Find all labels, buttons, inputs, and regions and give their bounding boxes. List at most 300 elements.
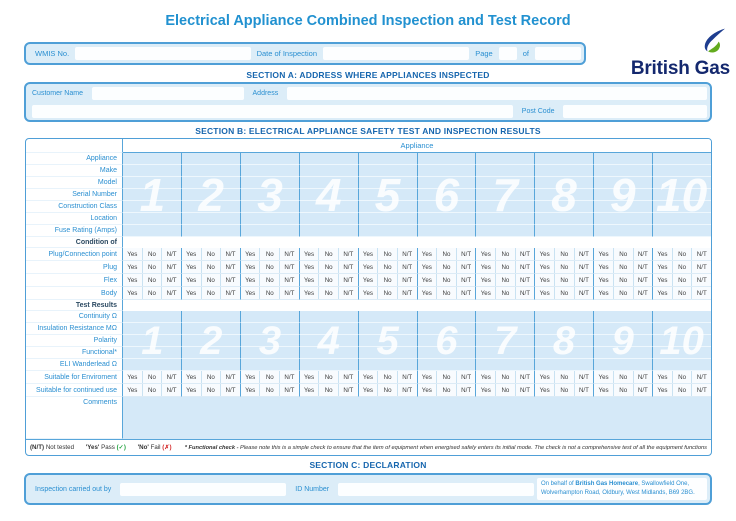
id-number-input[interactable]: [338, 483, 534, 496]
option-nt[interactable]: N/T: [161, 261, 181, 273]
field-cell[interactable]: [652, 189, 711, 201]
option-nt[interactable]: N/T: [220, 371, 240, 383]
field-cell[interactable]: [358, 225, 417, 237]
field-cell[interactable]: [593, 201, 652, 213]
option-nt[interactable]: N/T: [633, 287, 653, 299]
field-cell[interactable]: [652, 323, 711, 335]
field-cell[interactable]: [240, 359, 299, 371]
option-nt[interactable]: N/T: [338, 287, 358, 299]
field-cell[interactable]: [534, 213, 593, 225]
field-cell[interactable]: [475, 201, 534, 213]
field-cell[interactable]: [358, 311, 417, 323]
option-no[interactable]: No: [554, 261, 574, 273]
option-no[interactable]: No: [554, 248, 574, 260]
option-no[interactable]: No: [613, 261, 633, 273]
option-yes[interactable]: Yes: [657, 373, 668, 381]
option-yes[interactable]: Yes: [245, 373, 256, 381]
option-nt[interactable]: N/T: [633, 248, 653, 260]
option-nt[interactable]: N/T: [633, 274, 653, 286]
field-cell[interactable]: [240, 153, 299, 165]
option-no[interactable]: No: [377, 274, 397, 286]
option-yes[interactable]: Yes: [245, 289, 256, 297]
option-nt[interactable]: N/T: [691, 384, 711, 396]
option-nt[interactable]: N/T: [279, 261, 299, 273]
field-cell[interactable]: [358, 177, 417, 189]
option-yes[interactable]: Yes: [480, 289, 491, 297]
option-yes[interactable]: Yes: [539, 263, 550, 271]
option-no[interactable]: No: [142, 384, 162, 396]
option-yes[interactable]: Yes: [598, 386, 609, 394]
option-nt[interactable]: N/T: [691, 248, 711, 260]
field-cell[interactable]: [123, 347, 181, 359]
field-cell[interactable]: [652, 177, 711, 189]
option-yes[interactable]: Yes: [362, 386, 373, 394]
field-cell[interactable]: [652, 165, 711, 177]
field-cell[interactable]: [181, 347, 240, 359]
option-no[interactable]: No: [495, 261, 515, 273]
field-cell[interactable]: [652, 153, 711, 165]
option-nt[interactable]: N/T: [574, 287, 594, 299]
field-cell[interactable]: [417, 177, 476, 189]
option-no[interactable]: No: [436, 287, 456, 299]
field-cell[interactable]: [534, 225, 593, 237]
option-yes[interactable]: Yes: [245, 386, 256, 394]
option-no[interactable]: No: [554, 274, 574, 286]
field-cell[interactable]: [475, 311, 534, 323]
option-no[interactable]: No: [495, 248, 515, 260]
option-yes[interactable]: Yes: [657, 289, 668, 297]
option-no[interactable]: No: [377, 287, 397, 299]
option-no[interactable]: No: [436, 261, 456, 273]
option-nt[interactable]: N/T: [161, 287, 181, 299]
option-nt[interactable]: N/T: [633, 384, 653, 396]
field-cell[interactable]: [123, 335, 181, 347]
field-cell[interactable]: [181, 201, 240, 213]
option-yes[interactable]: Yes: [480, 386, 491, 394]
option-no[interactable]: No: [142, 371, 162, 383]
field-cell[interactable]: [417, 213, 476, 225]
option-yes[interactable]: Yes: [362, 250, 373, 258]
date-of-inspection-input[interactable]: [323, 47, 469, 60]
option-nt[interactable]: N/T: [691, 287, 711, 299]
option-yes[interactable]: Yes: [480, 276, 491, 284]
field-cell[interactable]: [358, 213, 417, 225]
option-yes[interactable]: Yes: [421, 250, 432, 258]
field-cell[interactable]: [123, 213, 181, 225]
option-yes[interactable]: Yes: [186, 263, 197, 271]
option-yes[interactable]: Yes: [480, 263, 491, 271]
field-cell[interactable]: [534, 189, 593, 201]
option-no[interactable]: No: [318, 248, 338, 260]
field-cell[interactable]: [475, 347, 534, 359]
option-nt[interactable]: N/T: [515, 248, 535, 260]
field-cell[interactable]: [593, 165, 652, 177]
field-cell[interactable]: [240, 165, 299, 177]
option-yes[interactable]: Yes: [303, 289, 315, 297]
page-of-input[interactable]: [535, 47, 581, 60]
option-yes[interactable]: Yes: [303, 263, 315, 271]
option-no[interactable]: No: [377, 248, 397, 260]
field-cell[interactable]: [240, 311, 299, 323]
option-nt[interactable]: N/T: [397, 287, 417, 299]
option-nt[interactable]: N/T: [397, 248, 417, 260]
option-yes[interactable]: Yes: [657, 250, 668, 258]
option-yes[interactable]: Yes: [539, 289, 550, 297]
address-line2-input[interactable]: [32, 105, 513, 118]
field-cell[interactable]: [534, 347, 593, 359]
option-yes[interactable]: Yes: [186, 250, 197, 258]
option-no[interactable]: No: [201, 384, 221, 396]
inspector-name-input[interactable]: [120, 483, 286, 496]
field-cell[interactable]: [240, 189, 299, 201]
field-cell[interactable]: [534, 323, 593, 335]
field-cell[interactable]: [299, 359, 358, 371]
option-nt[interactable]: N/T: [279, 287, 299, 299]
field-cell[interactable]: [240, 225, 299, 237]
option-no[interactable]: No: [377, 261, 397, 273]
option-yes[interactable]: Yes: [539, 276, 550, 284]
option-no[interactable]: No: [318, 371, 338, 383]
option-no[interactable]: No: [201, 287, 221, 299]
option-yes[interactable]: Yes: [598, 263, 609, 271]
field-cell[interactable]: [299, 213, 358, 225]
option-no[interactable]: No: [613, 384, 633, 396]
field-cell[interactable]: [534, 359, 593, 371]
option-no[interactable]: No: [436, 248, 456, 260]
option-nt[interactable]: N/T: [515, 371, 535, 383]
option-nt[interactable]: N/T: [279, 384, 299, 396]
option-no[interactable]: No: [259, 274, 279, 286]
option-nt[interactable]: N/T: [338, 371, 358, 383]
option-nt[interactable]: N/T: [515, 261, 535, 273]
address-input[interactable]: [287, 87, 707, 100]
option-no[interactable]: No: [259, 384, 279, 396]
option-nt[interactable]: N/T: [220, 274, 240, 286]
option-nt[interactable]: N/T: [338, 261, 358, 273]
field-cell[interactable]: [593, 189, 652, 201]
option-no[interactable]: No: [436, 274, 456, 286]
field-cell[interactable]: [123, 153, 181, 165]
option-nt[interactable]: N/T: [338, 274, 358, 286]
field-cell[interactable]: [181, 177, 240, 189]
field-cell[interactable]: [181, 153, 240, 165]
field-cell[interactable]: [299, 165, 358, 177]
field-cell[interactable]: [593, 311, 652, 323]
option-nt[interactable]: N/T: [220, 384, 240, 396]
option-yes[interactable]: Yes: [303, 250, 315, 258]
option-nt[interactable]: N/T: [456, 274, 476, 286]
field-cell[interactable]: [358, 347, 417, 359]
field-cell[interactable]: [417, 165, 476, 177]
option-nt[interactable]: N/T: [691, 274, 711, 286]
option-yes[interactable]: Yes: [657, 386, 668, 394]
option-yes[interactable]: Yes: [539, 250, 550, 258]
field-cell[interactable]: [652, 335, 711, 347]
option-no[interactable]: No: [201, 261, 221, 273]
field-cell[interactable]: [299, 153, 358, 165]
field-cell[interactable]: [240, 201, 299, 213]
field-cell[interactable]: [593, 335, 652, 347]
option-no[interactable]: No: [318, 274, 338, 286]
option-yes[interactable]: Yes: [362, 263, 373, 271]
option-yes[interactable]: Yes: [598, 289, 609, 297]
option-yes[interactable]: Yes: [539, 373, 550, 381]
option-yes[interactable]: Yes: [480, 250, 491, 258]
field-cell[interactable]: [593, 177, 652, 189]
field-cell[interactable]: [299, 189, 358, 201]
option-nt[interactable]: N/T: [338, 384, 358, 396]
option-yes[interactable]: Yes: [421, 289, 432, 297]
comments-area[interactable]: [123, 397, 711, 439]
wmis-input[interactable]: [75, 47, 250, 60]
field-cell[interactable]: [123, 225, 181, 237]
option-nt[interactable]: N/T: [161, 248, 181, 260]
field-cell[interactable]: [475, 153, 534, 165]
option-nt[interactable]: N/T: [456, 384, 476, 396]
field-cell[interactable]: [652, 347, 711, 359]
field-cell[interactable]: [181, 165, 240, 177]
field-cell[interactable]: [417, 201, 476, 213]
field-cell[interactable]: [593, 359, 652, 371]
field-cell[interactable]: [475, 165, 534, 177]
option-yes[interactable]: Yes: [127, 276, 138, 284]
field-cell[interactable]: [593, 323, 652, 335]
option-nt[interactable]: N/T: [515, 384, 535, 396]
option-no[interactable]: No: [318, 384, 338, 396]
field-cell[interactable]: [417, 347, 476, 359]
option-nt[interactable]: N/T: [397, 384, 417, 396]
option-yes[interactable]: Yes: [186, 276, 197, 284]
option-yes[interactable]: Yes: [598, 250, 609, 258]
option-no[interactable]: No: [554, 371, 574, 383]
option-yes[interactable]: Yes: [303, 373, 315, 381]
option-no[interactable]: No: [672, 287, 692, 299]
option-nt[interactable]: N/T: [456, 261, 476, 273]
field-cell[interactable]: [534, 201, 593, 213]
field-cell[interactable]: [181, 335, 240, 347]
option-nt[interactable]: N/T: [161, 384, 181, 396]
field-cell[interactable]: [358, 201, 417, 213]
option-nt[interactable]: N/T: [456, 371, 476, 383]
field-cell[interactable]: [593, 347, 652, 359]
option-nt[interactable]: N/T: [397, 274, 417, 286]
option-no[interactable]: No: [672, 261, 692, 273]
option-no[interactable]: No: [436, 371, 456, 383]
option-no[interactable]: No: [554, 384, 574, 396]
field-cell[interactable]: [299, 311, 358, 323]
field-cell[interactable]: [123, 165, 181, 177]
field-cell[interactable]: [534, 311, 593, 323]
field-cell[interactable]: [299, 201, 358, 213]
field-cell[interactable]: [240, 323, 299, 335]
field-cell[interactable]: [417, 311, 476, 323]
option-nt[interactable]: N/T: [456, 248, 476, 260]
option-no[interactable]: No: [672, 371, 692, 383]
option-nt[interactable]: N/T: [574, 261, 594, 273]
field-cell[interactable]: [534, 165, 593, 177]
option-yes[interactable]: Yes: [539, 386, 550, 394]
field-cell[interactable]: [299, 335, 358, 347]
field-cell[interactable]: [240, 177, 299, 189]
option-yes[interactable]: Yes: [303, 386, 315, 394]
field-cell[interactable]: [475, 213, 534, 225]
option-no[interactable]: No: [142, 261, 162, 273]
option-nt[interactable]: N/T: [515, 274, 535, 286]
option-nt[interactable]: N/T: [691, 261, 711, 273]
field-cell[interactable]: [475, 323, 534, 335]
option-no[interactable]: No: [142, 287, 162, 299]
option-no[interactable]: No: [259, 248, 279, 260]
field-cell[interactable]: [299, 347, 358, 359]
option-yes[interactable]: Yes: [245, 263, 256, 271]
field-cell[interactable]: [652, 213, 711, 225]
option-no[interactable]: No: [259, 287, 279, 299]
option-yes[interactable]: Yes: [362, 276, 373, 284]
option-no[interactable]: No: [318, 261, 338, 273]
field-cell[interactable]: [417, 359, 476, 371]
option-no[interactable]: No: [495, 384, 515, 396]
option-yes[interactable]: Yes: [127, 386, 138, 394]
option-no[interactable]: No: [672, 384, 692, 396]
option-no[interactable]: No: [201, 371, 221, 383]
page-input[interactable]: [499, 47, 517, 60]
option-yes[interactable]: Yes: [362, 373, 373, 381]
field-cell[interactable]: [475, 359, 534, 371]
field-cell[interactable]: [181, 189, 240, 201]
option-yes[interactable]: Yes: [186, 289, 197, 297]
option-no[interactable]: No: [377, 384, 397, 396]
option-yes[interactable]: Yes: [598, 276, 609, 284]
option-no[interactable]: No: [436, 384, 456, 396]
option-nt[interactable]: N/T: [574, 274, 594, 286]
field-cell[interactable]: [475, 225, 534, 237]
field-cell[interactable]: [652, 359, 711, 371]
option-nt[interactable]: N/T: [279, 274, 299, 286]
option-no[interactable]: No: [377, 371, 397, 383]
option-nt[interactable]: N/T: [279, 371, 299, 383]
option-no[interactable]: No: [613, 287, 633, 299]
field-cell[interactable]: [240, 335, 299, 347]
option-nt[interactable]: N/T: [220, 261, 240, 273]
field-cell[interactable]: [358, 335, 417, 347]
option-no[interactable]: No: [554, 287, 574, 299]
option-nt[interactable]: N/T: [279, 248, 299, 260]
option-no[interactable]: No: [613, 371, 633, 383]
option-no[interactable]: No: [142, 274, 162, 286]
field-cell[interactable]: [358, 189, 417, 201]
field-cell[interactable]: [534, 335, 593, 347]
option-yes[interactable]: Yes: [421, 386, 432, 394]
option-nt[interactable]: N/T: [633, 371, 653, 383]
option-no[interactable]: No: [613, 274, 633, 286]
field-cell[interactable]: [299, 225, 358, 237]
option-yes[interactable]: Yes: [186, 373, 197, 381]
field-cell[interactable]: [181, 213, 240, 225]
field-cell[interactable]: [181, 359, 240, 371]
option-nt[interactable]: N/T: [633, 261, 653, 273]
option-nt[interactable]: N/T: [574, 371, 594, 383]
option-no[interactable]: No: [495, 371, 515, 383]
option-yes[interactable]: Yes: [657, 276, 668, 284]
option-yes[interactable]: Yes: [421, 263, 432, 271]
option-yes[interactable]: Yes: [127, 289, 138, 297]
option-yes[interactable]: Yes: [657, 263, 668, 271]
field-cell[interactable]: [593, 213, 652, 225]
field-cell[interactable]: [123, 359, 181, 371]
option-yes[interactable]: Yes: [127, 373, 138, 381]
field-cell[interactable]: [475, 335, 534, 347]
field-cell[interactable]: [652, 201, 711, 213]
field-cell[interactable]: [123, 201, 181, 213]
option-no[interactable]: No: [613, 248, 633, 260]
field-cell[interactable]: [123, 189, 181, 201]
option-nt[interactable]: N/T: [515, 287, 535, 299]
option-nt[interactable]: N/T: [338, 248, 358, 260]
option-yes[interactable]: Yes: [303, 276, 315, 284]
option-yes[interactable]: Yes: [127, 250, 138, 258]
field-cell[interactable]: [534, 177, 593, 189]
option-nt[interactable]: N/T: [574, 384, 594, 396]
option-yes[interactable]: Yes: [245, 250, 256, 258]
option-no[interactable]: No: [495, 287, 515, 299]
field-cell[interactable]: [417, 323, 476, 335]
field-cell[interactable]: [358, 323, 417, 335]
post-code-input[interactable]: [563, 105, 707, 118]
field-cell[interactable]: [299, 177, 358, 189]
field-cell[interactable]: [181, 225, 240, 237]
option-nt[interactable]: N/T: [220, 287, 240, 299]
field-cell[interactable]: [475, 189, 534, 201]
field-cell[interactable]: [417, 335, 476, 347]
field-cell[interactable]: [417, 225, 476, 237]
option-nt[interactable]: N/T: [397, 261, 417, 273]
field-cell[interactable]: [240, 213, 299, 225]
option-nt[interactable]: N/T: [161, 274, 181, 286]
option-no[interactable]: No: [142, 248, 162, 260]
option-yes[interactable]: Yes: [245, 276, 256, 284]
field-cell[interactable]: [240, 347, 299, 359]
option-yes[interactable]: Yes: [421, 276, 432, 284]
field-cell[interactable]: [417, 189, 476, 201]
option-yes[interactable]: Yes: [362, 289, 373, 297]
field-cell[interactable]: [475, 177, 534, 189]
option-no[interactable]: No: [672, 274, 692, 286]
option-yes[interactable]: Yes: [127, 263, 138, 271]
option-nt[interactable]: N/T: [397, 371, 417, 383]
option-no[interactable]: No: [672, 248, 692, 260]
option-nt[interactable]: N/T: [691, 371, 711, 383]
field-cell[interactable]: [534, 153, 593, 165]
field-cell[interactable]: [358, 165, 417, 177]
option-nt[interactable]: N/T: [574, 248, 594, 260]
option-yes[interactable]: Yes: [598, 373, 609, 381]
option-no[interactable]: No: [259, 371, 279, 383]
option-nt[interactable]: N/T: [161, 371, 181, 383]
field-cell[interactable]: [181, 323, 240, 335]
field-cell[interactable]: [123, 323, 181, 335]
field-cell[interactable]: [358, 359, 417, 371]
field-cell[interactable]: [358, 153, 417, 165]
field-cell[interactable]: [593, 153, 652, 165]
option-nt[interactable]: N/T: [220, 248, 240, 260]
field-cell[interactable]: [593, 225, 652, 237]
option-yes[interactable]: Yes: [421, 373, 432, 381]
field-cell[interactable]: [123, 311, 181, 323]
option-yes[interactable]: Yes: [186, 386, 197, 394]
field-cell[interactable]: [299, 323, 358, 335]
field-cell[interactable]: [652, 311, 711, 323]
field-cell[interactable]: [181, 311, 240, 323]
